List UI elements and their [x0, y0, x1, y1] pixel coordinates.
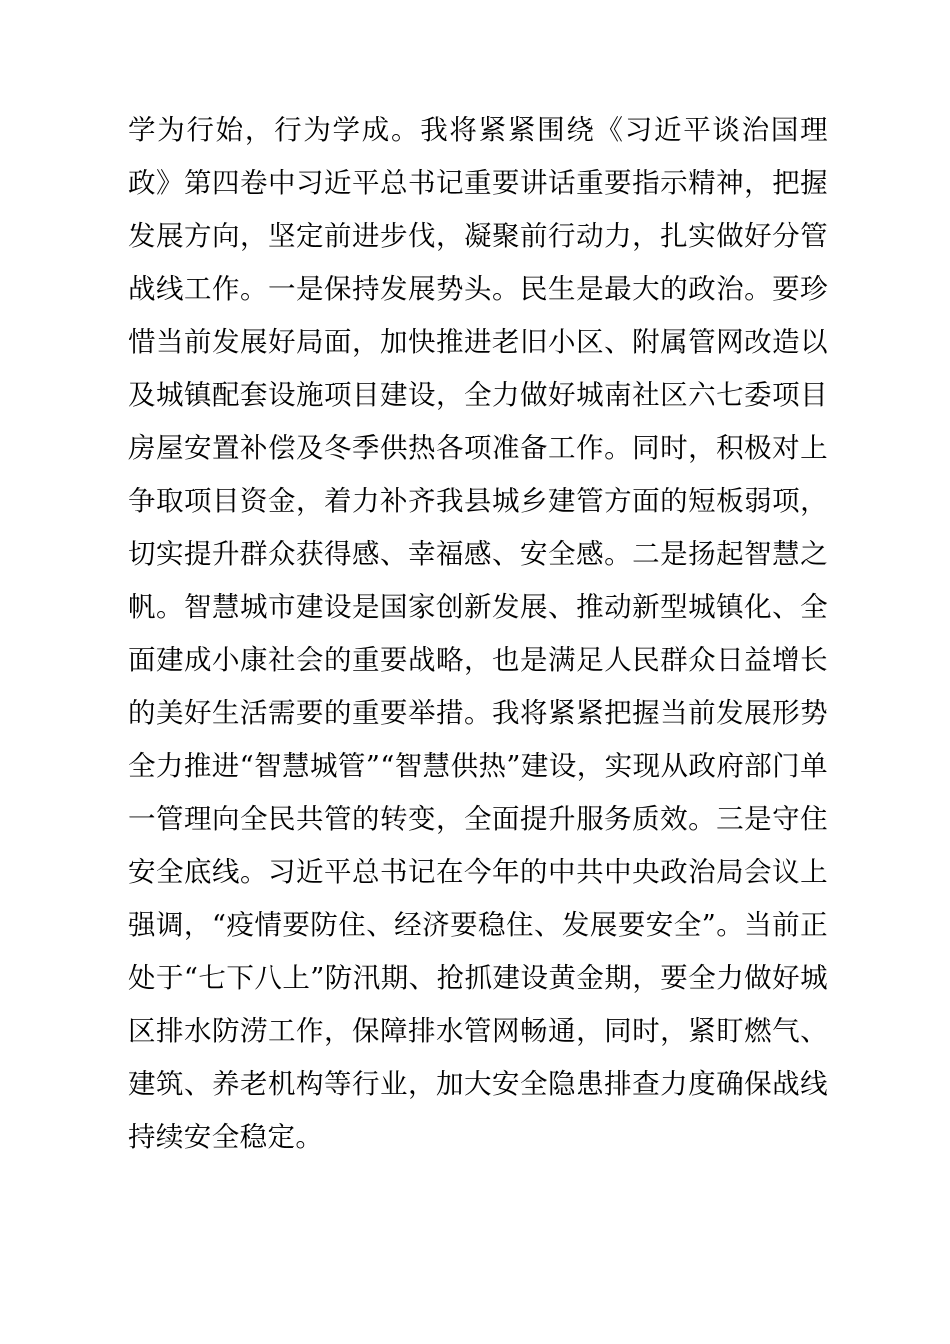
paragraph: 学为行始，行为学成。我将紧紧围绕《习近平谈治国理政》第四卷中习近平总书记重要讲话重要指示精神，把握发展方向，坚定前进步伐，凝聚前行动力，扎实做好分管战线工作。一是保持发展势头。民生是最大的政治。要珍惜当前发展好局面，加快推进老旧小区、附属管网改造以及城镇配套设施项目建设，全力做好城南社区六七委项目房屋安置补偿及冬季供热各项准备工作。同时，积极对上争取项目资金，着力补齐我县城乡建管方面的短板弱项，切实提升群众获得感、幸福感、安全感。二是扬起智慧之帆。智慧城市建设是国家创新发展、推动新型城镇化、全面建成小康社会的重要战略，也是满足人民群众日益增长的美好生活需要的重要举措。我将紧紧把握当前发展形势全力推进“智慧城管”“智慧供热”建设，实现从政府部门单一管理向全民共管的转变，全面提升服务质效。三是守住安全底线。习近平总书记在今年的中共中央政治局会议上强调，“疫情要防住、经济要稳住、发展要安全”。当前正处于“七下八上”防汛期、抢抓建设黄金期，要全力做好城区排水防涝工作，保障排水管网畅通，同时，紧盯燃气、建筑、养老机构等行业，加大安全隐患排查力度确保战线持续安全稳定。 — [128, 114, 828, 1153]
document-body — [128, 104, 828, 1164]
